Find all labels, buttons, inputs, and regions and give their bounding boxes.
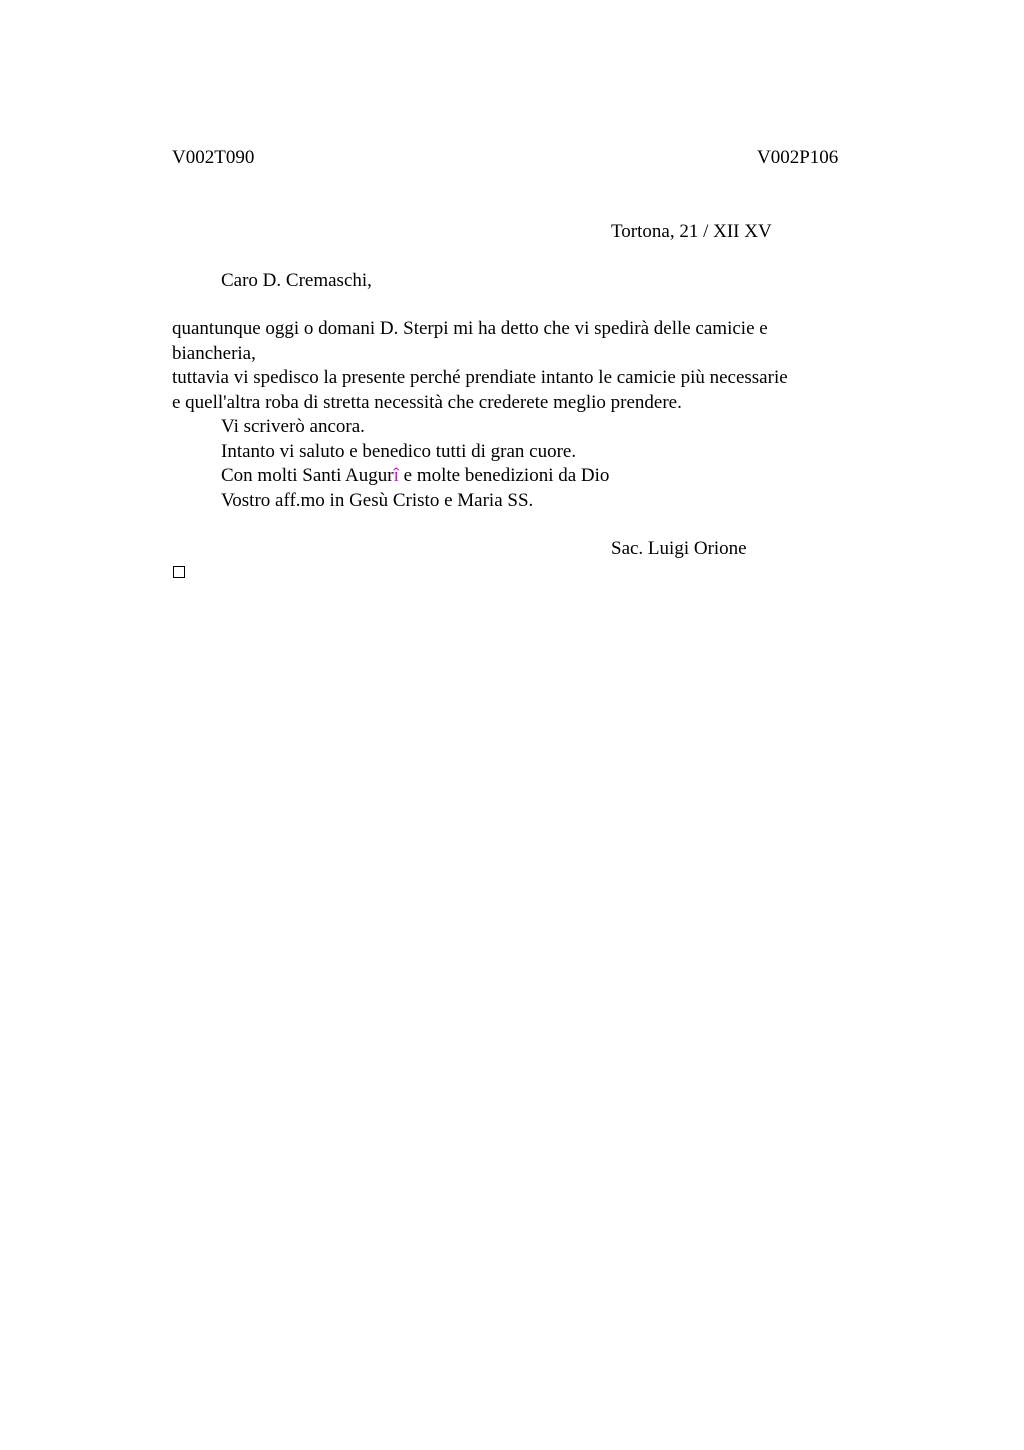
document-code-right: V002P106	[757, 147, 839, 168]
greetings-text-start: Con molti Santi Augur	[221, 465, 394, 486]
letter-salutation: Caro D. Cremaschi,	[221, 270, 372, 291]
body-line: quantunque oggi o domani D. Sterpi mi ha detto che vi spedirà delle camicie e	[172, 318, 768, 339]
closing-line: Vi scriverò ancora.	[221, 416, 365, 437]
greetings-text-end: e molte benedizioni da Dio	[398, 465, 610, 486]
body-line: e quell'altra roba di stretta necessità che crederete meglio prendere.	[172, 391, 682, 413]
body-line: biancheria,	[172, 342, 256, 364]
letter-body	[172, 317, 852, 513]
closing-line: Vostro aff.mo in Gesù Cristo e Maria SS.	[221, 489, 534, 511]
document-code-left: V002T090	[172, 147, 255, 168]
square-outline-icon	[173, 566, 185, 578]
closing-line-greetings	[172, 464, 852, 489]
closing-line: Intanto vi saluto e benedico tutti di gran cuore.	[221, 440, 577, 462]
letter-date: Tortona, 21 / XII XV	[611, 221, 772, 242]
body-line: tuttavia vi spedisco la presente perché prendiate intanto le camicie più necessarie	[172, 367, 788, 388]
highlighted-character: î	[393, 465, 399, 486]
letter-signature: Sac. Luigi Orione	[611, 538, 747, 559]
